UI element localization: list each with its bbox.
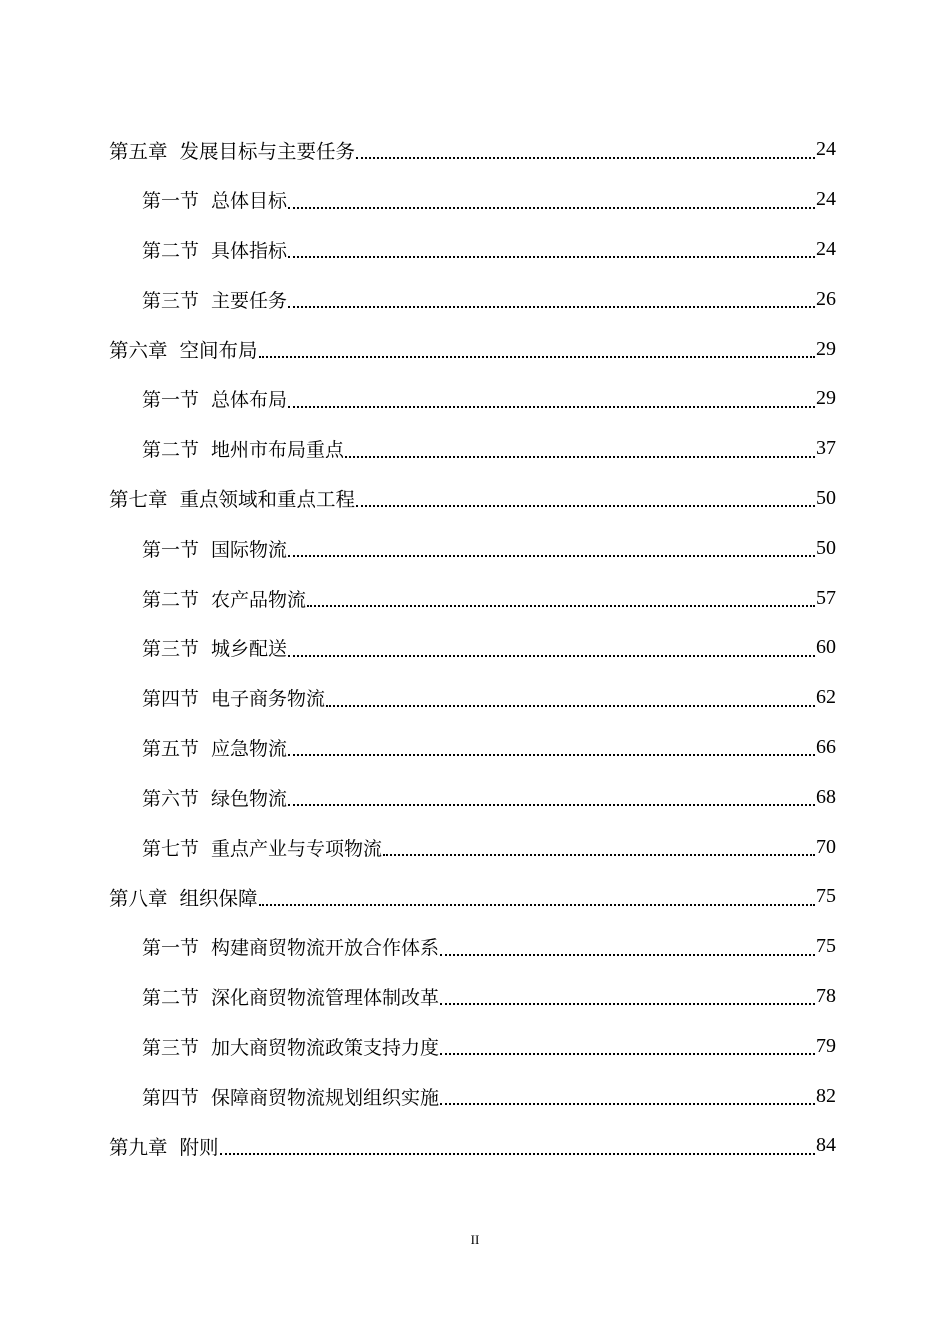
toc-dot-leader (259, 356, 815, 358)
toc-entry-page-number: 37 (816, 437, 836, 460)
toc-section-entry[interactable] (0, 772, 950, 822)
page-number-footer: II (470, 1232, 480, 1247)
toc-dot-leader (440, 1003, 815, 1005)
toc-entry-number: 第二节 (142, 239, 200, 262)
toc-entry-title: 地州市布局重点 (211, 439, 345, 462)
toc-chapter-entry[interactable] (0, 324, 950, 374)
toc-entry-title: 总体布局 (211, 389, 288, 412)
toc-section-entry[interactable] (0, 623, 950, 673)
toc-chapter-entry[interactable] (0, 872, 950, 922)
toc-entry-page-number: 66 (816, 735, 836, 758)
toc-entry-title: 重点领域和重点工程 (179, 488, 356, 512)
toc-dot-leader (440, 1053, 815, 1055)
toc-entry-page-number: 78 (816, 984, 836, 1007)
toc-entry-page-number: 26 (816, 287, 836, 310)
toc-dot-leader (288, 207, 815, 209)
toc-entry-title: 应急物流 (211, 737, 288, 760)
toc-entry-page-number: 24 (816, 188, 836, 211)
toc-section-entry[interactable] (0, 424, 950, 474)
toc-dot-leader (440, 954, 815, 956)
toc-entry-title: 总体目标 (211, 190, 288, 213)
toc-entry-title: 国际物流 (211, 538, 288, 561)
toc-entry-page-number: 68 (816, 785, 836, 808)
toc-dot-leader (288, 804, 815, 806)
toc-dot-leader (345, 456, 815, 458)
toc-entry-number: 第七节 (142, 837, 200, 860)
toc-entry-number: 第四节 (142, 688, 200, 711)
table-of-contents (0, 125, 950, 1171)
toc-section-entry[interactable] (0, 822, 950, 872)
toc-section-entry[interactable] (0, 673, 950, 723)
toc-section-entry[interactable] (0, 723, 950, 773)
toc-entry-page-number: 24 (816, 237, 836, 260)
toc-dot-leader (356, 505, 815, 507)
toc-entry-page-number: 29 (816, 337, 836, 360)
toc-entry-title: 重点产业与专项物流 (211, 837, 383, 860)
toc-entry-number: 第四节 (142, 1086, 200, 1109)
toc-dot-leader (259, 904, 815, 906)
toc-entry-page-number: 60 (816, 636, 836, 659)
toc-section-entry[interactable] (0, 972, 950, 1022)
toc-entry-number: 第一节 (142, 190, 200, 213)
toc-entry-page-number: 50 (816, 536, 836, 559)
toc-entry-number: 第九章 (109, 1135, 168, 1159)
toc-dot-leader (288, 754, 815, 756)
toc-entry-number: 第八章 (109, 886, 168, 910)
toc-chapter-entry[interactable] (0, 125, 950, 175)
toc-entry-number: 第二节 (142, 439, 200, 462)
toc-entry-title: 城乡配送 (211, 638, 288, 661)
toc-entry-title: 主要任务 (211, 289, 288, 312)
toc-section-entry[interactable] (0, 1071, 950, 1121)
toc-entry-title: 农产品物流 (211, 588, 307, 611)
toc-entry-number: 第五章 (109, 139, 168, 163)
toc-entry-number: 第一节 (142, 538, 200, 561)
toc-dot-leader (288, 555, 815, 557)
toc-chapter-entry[interactable] (0, 474, 950, 524)
toc-entry-title: 发展目标与主要任务 (179, 139, 356, 163)
toc-entry-page-number: 62 (816, 686, 836, 709)
toc-entry-number: 第一节 (142, 389, 200, 412)
toc-entry-number: 第三节 (142, 289, 200, 312)
toc-entry-title: 保障商贸物流规划组织实施 (211, 1086, 440, 1109)
toc-dot-leader (288, 655, 815, 657)
toc-entry-title: 具体指标 (211, 239, 288, 262)
toc-entry-number: 第七章 (109, 488, 168, 512)
toc-entry-page-number: 50 (816, 486, 836, 509)
toc-entry-title: 深化商贸物流管理体制改革 (211, 986, 440, 1009)
toc-section-entry[interactable] (0, 175, 950, 225)
toc-entry-page-number: 82 (816, 1084, 836, 1107)
toc-section-entry[interactable] (0, 523, 950, 573)
toc-dot-leader (383, 854, 815, 856)
toc-entry-page-number: 57 (816, 586, 836, 609)
toc-dot-leader (288, 256, 815, 258)
toc-dot-leader (356, 157, 815, 159)
toc-section-entry[interactable] (0, 922, 950, 972)
toc-entry-page-number: 79 (816, 1034, 836, 1057)
toc-entry-number: 第二节 (142, 588, 200, 611)
toc-dot-leader (288, 406, 815, 408)
toc-dot-leader (220, 1153, 815, 1155)
toc-entry-page-number: 75 (816, 935, 836, 958)
toc-entry-page-number: 24 (816, 138, 836, 161)
toc-entry-title: 加大商贸物流政策支持力度 (211, 1036, 440, 1059)
toc-dot-leader (307, 605, 815, 607)
toc-chapter-entry[interactable] (0, 1121, 950, 1171)
toc-section-entry[interactable] (0, 225, 950, 275)
toc-entry-title: 构建商贸物流开放合作体系 (211, 937, 440, 960)
toc-section-entry[interactable] (0, 1021, 950, 1071)
toc-dot-leader (288, 306, 815, 308)
toc-entry-number: 第二节 (142, 986, 200, 1009)
toc-entry-page-number: 29 (816, 387, 836, 410)
toc-section-entry[interactable] (0, 573, 950, 623)
toc-entry-title: 空间布局 (179, 339, 258, 363)
toc-section-entry[interactable] (0, 274, 950, 324)
toc-entry-title: 电子商务物流 (211, 688, 326, 711)
toc-entry-page-number: 70 (816, 835, 836, 858)
toc-entry-number: 第三节 (142, 638, 200, 661)
toc-dot-leader (326, 705, 815, 707)
toc-entry-number: 第六节 (142, 787, 200, 810)
toc-entry-number: 第五节 (142, 737, 200, 760)
toc-dot-leader (440, 1103, 815, 1105)
toc-entry-number: 第六章 (109, 339, 168, 363)
toc-entry-number: 第三节 (142, 1036, 200, 1059)
toc-entry-page-number: 84 (816, 1134, 836, 1157)
toc-section-entry[interactable] (0, 374, 950, 424)
toc-entry-page-number: 75 (816, 885, 836, 908)
toc-entry-number: 第一节 (142, 937, 200, 960)
toc-entry-title: 组织保障 (179, 886, 258, 910)
toc-entry-title: 附则 (179, 1135, 219, 1159)
toc-entry-title: 绿色物流 (211, 787, 288, 810)
